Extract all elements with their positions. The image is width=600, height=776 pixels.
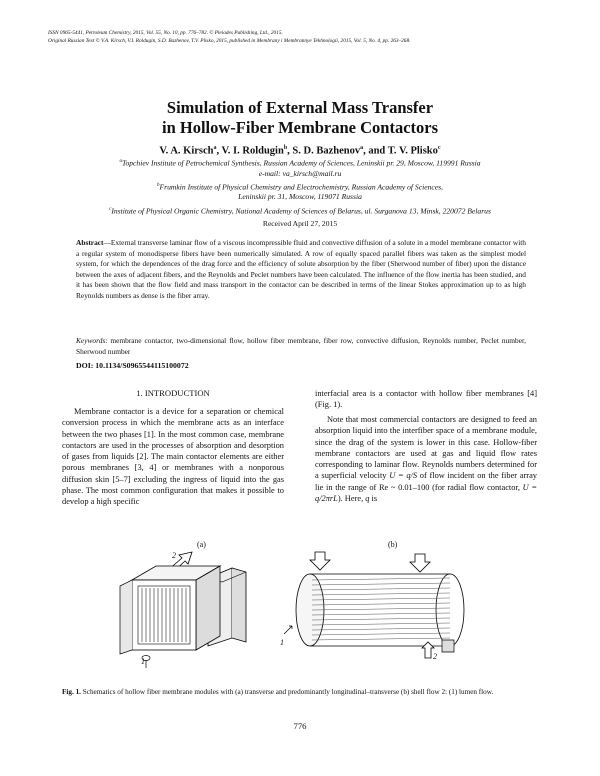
intro-paragraph-2: Note that most commercial contactors are designed to feed an absorption liquid into the interfiber space of a membrane module, since the drag of the system is lower in this case. Hollow-fiber membrane contactors are used at gas and liquid flow rates corresponding to laminar flow. Reynolds numbers determined for a superficial velocity U = q/S of flow incident on the fiber array lie in the range of Re ~ 0.01–100 (for radial flow contactor, U = q/2πrL). Here, q is <box>315 415 537 504</box>
intro-paragraph-1: Membrane contactor is a device for a separation or chemical conversion process in which the membrane acts as an interface between the two phases [1]. In the most common case, membrane contactors are used in the processes of absorption and desorption of gases from liquids [2]. The main contactor elements are either porous membranes [3, 4] or membranes with a nonporous diffusion skin [5–7] excluding the ingress of liquid into the gas phase. The most common configuration that makes it possible to develop a high specific <box>62 407 284 507</box>
paper-title-line2: in Hollow-Fiber Membrane Contactors <box>161 118 439 137</box>
figure-a-label-1: 1 <box>141 657 145 666</box>
abstract-text: —External transverse laminar flow of a viscous incompressible fluid and convective diffusion of a solute in a model membrane contactor with a regular system of monodisperse fibers have been numerically simulated. A row of equally spaced parallel fibers was taken as the simplest model system, for which the dependences of the drag force and the efficiency of solute absorption by the fiber (Sherwood number of fiber) upon the distance between the axes of adjacent fibers, and the Reynolds and Peclet numbers have been calculated. The influence of the flow inertia has been studied, and it has been shown that the flow field and mass transport in the contactor can be described in terms of the linear Stokes approximation up to as high Reynolds numbers as dense is the fiber array. <box>76 238 526 300</box>
affiliation-b: $^b$Frumkin Institute of Physical Chemistry and Electrochemistry, Russian Academy of Sciences, <box>157 182 443 192</box>
figure-b-label-2: 2 <box>433 652 437 661</box>
section-heading-introduction: 1. INTRODUCTION <box>136 388 210 398</box>
figure-label-a: (a) <box>197 540 206 549</box>
figure-b-longitudinal-module <box>282 548 482 678</box>
figure-a-transverse-module <box>100 550 300 680</box>
author-1-affil: a <box>213 145 217 151</box>
shell-cylinder <box>296 574 464 652</box>
fiber-bundle-block <box>120 566 220 654</box>
author-1: V. A. Kirsch <box>159 145 214 157</box>
figure-caption <box>62 688 540 698</box>
shell-outlet-arrow-icon <box>410 554 430 572</box>
author-2-affil: b <box>283 145 288 151</box>
keywords-text: : membrane contactor, two-dimensional flow, hollow fiber membrane, fiber row, convective diffusion, Reynolds number, Peclet number, Sherwood number <box>76 336 526 356</box>
author-3: , S. D. Bazhenov <box>287 145 361 157</box>
email: e-mail: va_kirsch@mail.ru <box>258 169 342 178</box>
author-4: , and T. V. Plisko <box>363 145 438 157</box>
shell-inlet-arrow-icon <box>310 552 330 570</box>
abstract-label: Abstract <box>76 238 104 247</box>
figure-b-label-1: 1 <box>280 638 284 647</box>
doi: DOI: 10.1134/S0965544115100072 <box>76 361 189 370</box>
paper-title-line1: Simulation of External Mass Transfer <box>166 98 434 117</box>
received-date: Received April 27, 2015 <box>262 219 338 228</box>
page-number: 776 <box>293 721 307 731</box>
abstract <box>76 238 526 302</box>
author-2: , V. I. Roldugin <box>216 145 284 157</box>
author-4-affil: c <box>437 145 441 151</box>
original-text-note: Original Russian Text © V.A. Kirsch, V.I. Roldugin, S.D. Bazhenov, T.V. Plisko, 2015, published in Membrany i Membrannye Tekhnologii, 2015, Vol. 5, No. 4, pp. 263–268. <box>48 38 411 44</box>
authors <box>0 142 600 158</box>
lumen-flow-arrow-icon <box>284 626 292 634</box>
keywords <box>76 336 526 357</box>
figure-label-b: (b) <box>388 540 398 549</box>
keywords-label: Keywords <box>76 336 106 345</box>
author-3-affil: a <box>360 145 364 151</box>
intro-paragraph-1-cont: interfacial area is a contactor with hollow fiber membranes [4] (Fig. 1). <box>315 389 537 410</box>
affiliation-a: $^a$Topchiev Institute of Petrochemical Synthesis, Russian Academy of Sciences, Leninskii pr. 29, Moscow, 119991 Russia <box>119 158 481 168</box>
figure-caption-text: Schematics of hollow fiber membrane modules with (a) transverse and predominantly longitudinal–transverse (b) shell flow 2: (1) lumen flow. <box>80 688 494 696</box>
figure-a-label-2: 2 <box>172 551 176 560</box>
affiliation-c: $^c$Institute of Physical Organic Chemistry, National Academy of Sciences of Belarus, ul. Surganova 13, Minsk, 220072 Belarus <box>109 206 491 216</box>
figure-caption-label: Fig. 1. <box>62 688 81 696</box>
journal-header: ISSN 0965-5441, Petroleum Chemistry, 2015, Vol. 55, No. 10, pp. 776–782. © Pleiades Publishing, Ltd., 2015. <box>48 30 283 36</box>
affiliation-b-address: Leninskii pr. 31, Moscow, 119071 Russia <box>238 192 362 201</box>
